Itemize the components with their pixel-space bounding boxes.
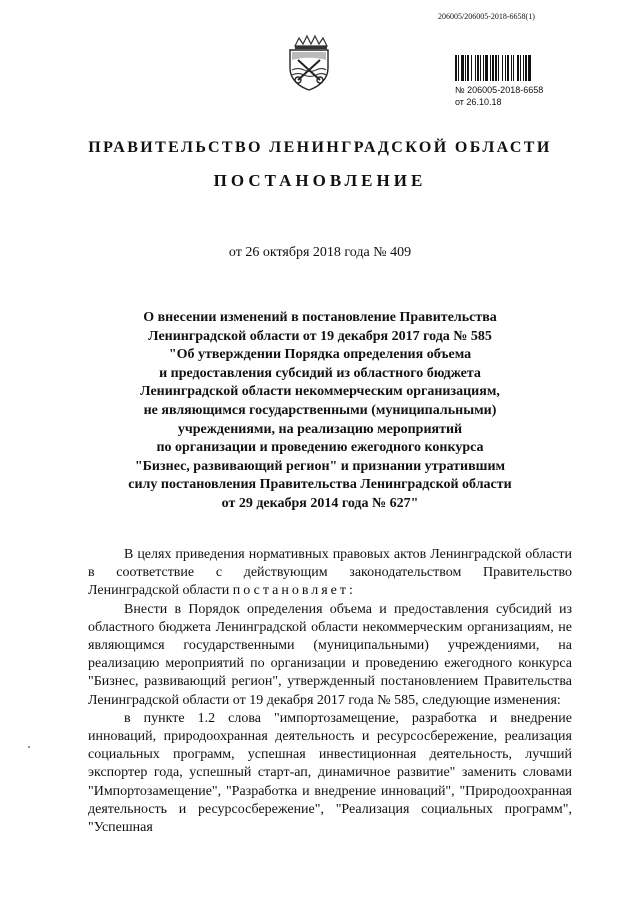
barcode-label: [455, 84, 543, 108]
document-type: ПОСТАНОВЛЕНИЕ: [213, 171, 427, 190]
document-date: от 26 октября 2018 года № 409: [228, 245, 412, 260]
body-paragraph: в пункте 1.2 слова "импортозамещение, разработка и внедрение инноваций, природоохранная деятельность и ресурсосбережение, реализация социальных программ, успешная инвестиционная деятельность, лучший экспортер года, успешный старт-ап, динамичное развитие" заменить словами "Импортозамещение", "Разработка и внедрение инноваций", "Природоохранная деятельность и ресурсосбережение", "Реализация социальных программ", "Успешная: [88, 710, 572, 836]
title-line: силу постановления Правительства Ленинградской области: [128, 477, 512, 493]
title-line: не являющимся государственными (муниципальными): [143, 402, 497, 418]
authority-name: ПРАВИТЕЛЬСТВО ЛЕНИНГРАДСКОЙ ОБЛАСТИ: [88, 139, 552, 156]
title-line: "Об утверждении Порядка определения объема: [168, 347, 472, 363]
preamble-text: В целях приведения нормативных правовых актов Ленинградской области в соответствие с действующим законодательством Правительство Ленинградской области: [88, 547, 572, 599]
title-line: Ленинградской области от 19 декабря 2017 года № 585: [148, 328, 492, 344]
title-line: Ленинградской области некоммерческим организациям,: [140, 384, 500, 400]
resolves-word: постановляет:: [232, 583, 356, 599]
body-paragraph: [88, 546, 572, 601]
barcode-number: № 206005-2018-6658: [455, 85, 544, 95]
barcode: [455, 55, 587, 81]
registration-number: 206005/206005-2018-6658(1): [438, 12, 535, 21]
title-line: и предоставления субсидий из областного бюджета: [159, 365, 481, 381]
title-line: от 29 декабря 2014 года № 627": [221, 495, 419, 511]
body-paragraph: Внести в Порядок определения объема и предоставления субсидий из областного бюджета Ленинградской области некоммерческим организациям, не являющимся государственными (муниципальными) учреждениями, на реализацию мероприятий по организации и проведению ежегодного конкурса "Бизнес, развивающий регион", утвержденный постановлением Правительства Ленинградской области от 19 декабря 2017 года № 585, следующие изменения:: [88, 601, 572, 708]
document-title: [100, 309, 540, 514]
title-line: по организации и проведению ежегодного конкурса: [156, 440, 484, 456]
title-line: "Бизнес, развивающий регион" и признании утратившим: [134, 458, 506, 474]
barcode-date: от 26.10.18: [455, 97, 502, 107]
coat-of-arms-icon: [286, 34, 332, 92]
title-line: О внесении изменений в постановление Правительства: [143, 310, 497, 325]
document-body: [88, 546, 572, 837]
title-line: учреждениями, на реализацию мероприятий: [177, 421, 463, 437]
scan-speck: [28, 746, 30, 748]
